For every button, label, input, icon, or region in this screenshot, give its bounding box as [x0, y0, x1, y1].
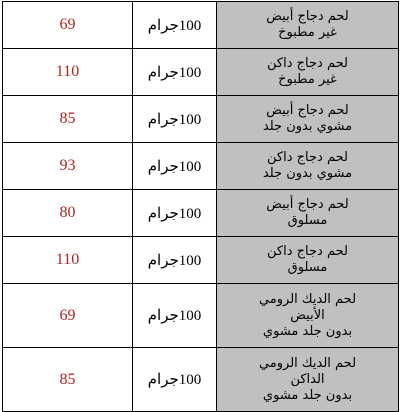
table-row [3, 190, 399, 237]
food-name-cell [217, 348, 399, 412]
weight-cell: 100جرام [133, 2, 217, 49]
table-row [3, 49, 399, 96]
nutrition-table [2, 1, 399, 412]
calories-cell: 85 [3, 348, 133, 412]
food-name-line: مشوي بدون جلد [262, 119, 353, 134]
food-name-line: لحم الديك الرومي [258, 291, 357, 307]
food-name-line: بدون جلد مشوي [262, 387, 353, 403]
food-name-line: مسلوق [287, 213, 328, 228]
food-name-cell [217, 2, 399, 49]
weight-cell: 100جرام [133, 49, 217, 96]
food-name-line: لحم دجاج داكن [267, 150, 348, 165]
food-name-line: مشوي بدون جلد [262, 166, 353, 181]
calories-cell: 80 [3, 190, 133, 237]
calories-cell: 110 [3, 49, 133, 96]
food-name-cell [217, 284, 399, 348]
food-name-line: لحم دجاج داكن [267, 244, 348, 259]
table-row [3, 348, 399, 412]
table-row [3, 237, 399, 284]
table-row [3, 284, 399, 348]
food-name-cell [217, 49, 399, 96]
calories-cell: 110 [3, 237, 133, 284]
weight-cell: 100جرام [133, 190, 217, 237]
calories-cell: 85 [3, 96, 133, 143]
food-name-line: لحم دجاج أبيض [266, 197, 349, 212]
food-name-line: غير مطبوخ [278, 72, 337, 87]
calories-cell: 93 [3, 143, 133, 190]
food-name-line: بدون جلد مشوي [262, 323, 353, 339]
weight-cell: 100جرام [133, 284, 217, 348]
food-name-line: مسلوق [287, 260, 328, 275]
food-name-line: الأبيض [290, 307, 325, 323]
weight-cell: 100جرام [133, 237, 217, 284]
weight-cell: 100جرام [133, 96, 217, 143]
food-name-line: الداكن [290, 371, 325, 387]
calories-cell: 69 [3, 284, 133, 348]
nutrition-table-body [3, 2, 399, 412]
food-name-line: لحم دجاج أبيض [266, 103, 349, 118]
table-row [3, 143, 399, 190]
table-row [3, 2, 399, 49]
food-name-cell [217, 237, 399, 284]
food-name-line: غير مطبوخ [278, 25, 337, 40]
calories-cell: 69 [3, 2, 133, 49]
food-name-line: لحم دجاج داكن [267, 56, 348, 71]
food-name-cell [217, 190, 399, 237]
food-name-cell [217, 143, 399, 190]
weight-cell: 100جرام [133, 348, 217, 412]
weight-cell: 100جرام [133, 143, 217, 190]
food-name-cell [217, 96, 399, 143]
food-name-line: لحم دجاج أبيض [266, 9, 349, 24]
table-row [3, 96, 399, 143]
food-name-line: لحم الديك الرومي [258, 355, 357, 371]
